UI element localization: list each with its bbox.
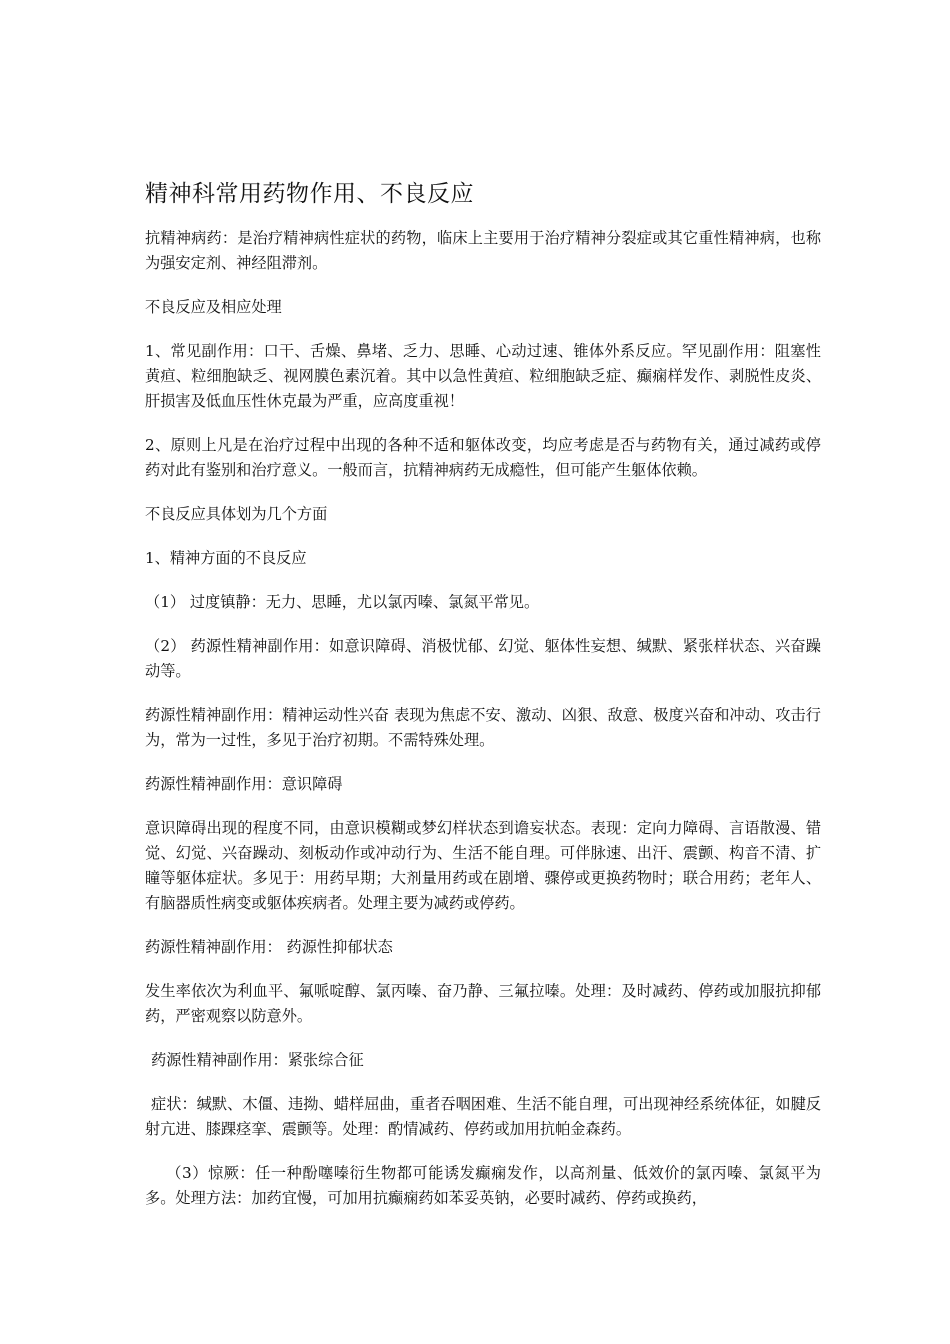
heading-consciousness-disorder: 药源性精神副作用：意识障碍 (145, 775, 343, 793)
paragraph-depression: 发生率依次为利血平、氟哌啶醇、氯丙嗪、奋乃静、三氟拉嗪。处理：及时减药、停药或加服抗抑郁药，严密观察以防意外。 (145, 982, 821, 1025)
document-body (145, 176, 821, 1230)
page-title: 精神科常用药物作用、不良反应 (145, 181, 474, 207)
paragraph-definition: 抗精神病药：是治疗精神病性症状的药物，临床上主要用于治疗精神分裂症或其它重性精神病，也称为强安定剂、神经阻滞剂。 (145, 229, 821, 272)
paragraph-catatonia: 症状：缄默、木僵、违拗、蜡样屈曲，重者吞咽困难、生活不能自理，可出现神经系统体征，如腱反射亢进、膝踝痉挛、震颤等。处理：酌情减药、停药或加用抗帕金森药。 (145, 1095, 821, 1138)
heading-adverse-reactions: 不良反应及相应处理 (145, 298, 282, 316)
paragraph-principle: 2、原则上凡是在治疗过程中出现的各种不适和躯体改变，均应考虑是否与药物有关，通过减药或停药对此有鉴别和治疗意义。一般而言，抗精神病药无成瘾性，但可能产生躯体依赖。 (145, 436, 821, 479)
paragraph-sedation: （1） 过度镇静：无力、思睡，尤以氯丙嗪、氯氮平常见。 (145, 593, 540, 611)
heading-depression: 药源性精神副作用： 药源性抑郁状态 (145, 938, 393, 956)
paragraph-convulsion: （3）惊厥：任一种酚噻嗪衍生物都可能诱发癫痫发作，以高剂量、低效价的氯丙嗪、氯氮平为多。处理方法：加药宜慢，可加用抗癫痫药如苯妥英钠，必要时减药、停药或换药， (145, 1164, 821, 1207)
paragraph-consciousness-disorder: 意识障碍出现的程度不同，由意识模糊或梦幻样状态到谵妄状态。表现：定向力障碍、言语散漫、错觉、幻觉、兴奋躁动、刻板动作或冲动行为、生活不能自理。可伴脉速、出汗、震颤、构音不清、扩瞳等躯体症状。多见于：用药早期；大剂量用药或在剧增、骤停或更换药物时；联合用药；老年人、有脑器质性病变或躯体疾病者。处理主要为减药或停药。 (145, 819, 821, 912)
heading-mental-reactions: 1、精神方面的不良反应 (145, 549, 307, 567)
heading-categories: 不良反应具体划为几个方面 (145, 505, 328, 523)
paragraph-psychomotor-excitement: 药源性精神副作用：精神运动性兴奋 表现为焦虑不安、激动、凶狠、敌意、极度兴奋和冲动、攻击行为，常为一过性，多见于治疗初期。不需特殊处理。 (145, 706, 821, 749)
paragraph-common-side-effects: 1、常见副作用：口干、舌燥、鼻堵、乏力、思睡、心动过速、锥体外系反应。罕见副作用：阻塞性黄疸、粒细胞缺乏、视网膜色素沉着。其中以急性黄疸、粒细胞缺乏症、癫痫样发作、剥脱性皮炎、肝损害及低血压性休克最为严重，应高度重视！ (145, 342, 821, 410)
paragraph-drug-induced-mental: （2） 药源性精神副作用：如意识障碍、消极忧郁、幻觉、躯体性妄想、缄默、紧张样状态、兴奋躁动等。 (145, 637, 821, 680)
heading-catatonia: 药源性精神副作用：紧张综合征 (151, 1051, 364, 1069)
